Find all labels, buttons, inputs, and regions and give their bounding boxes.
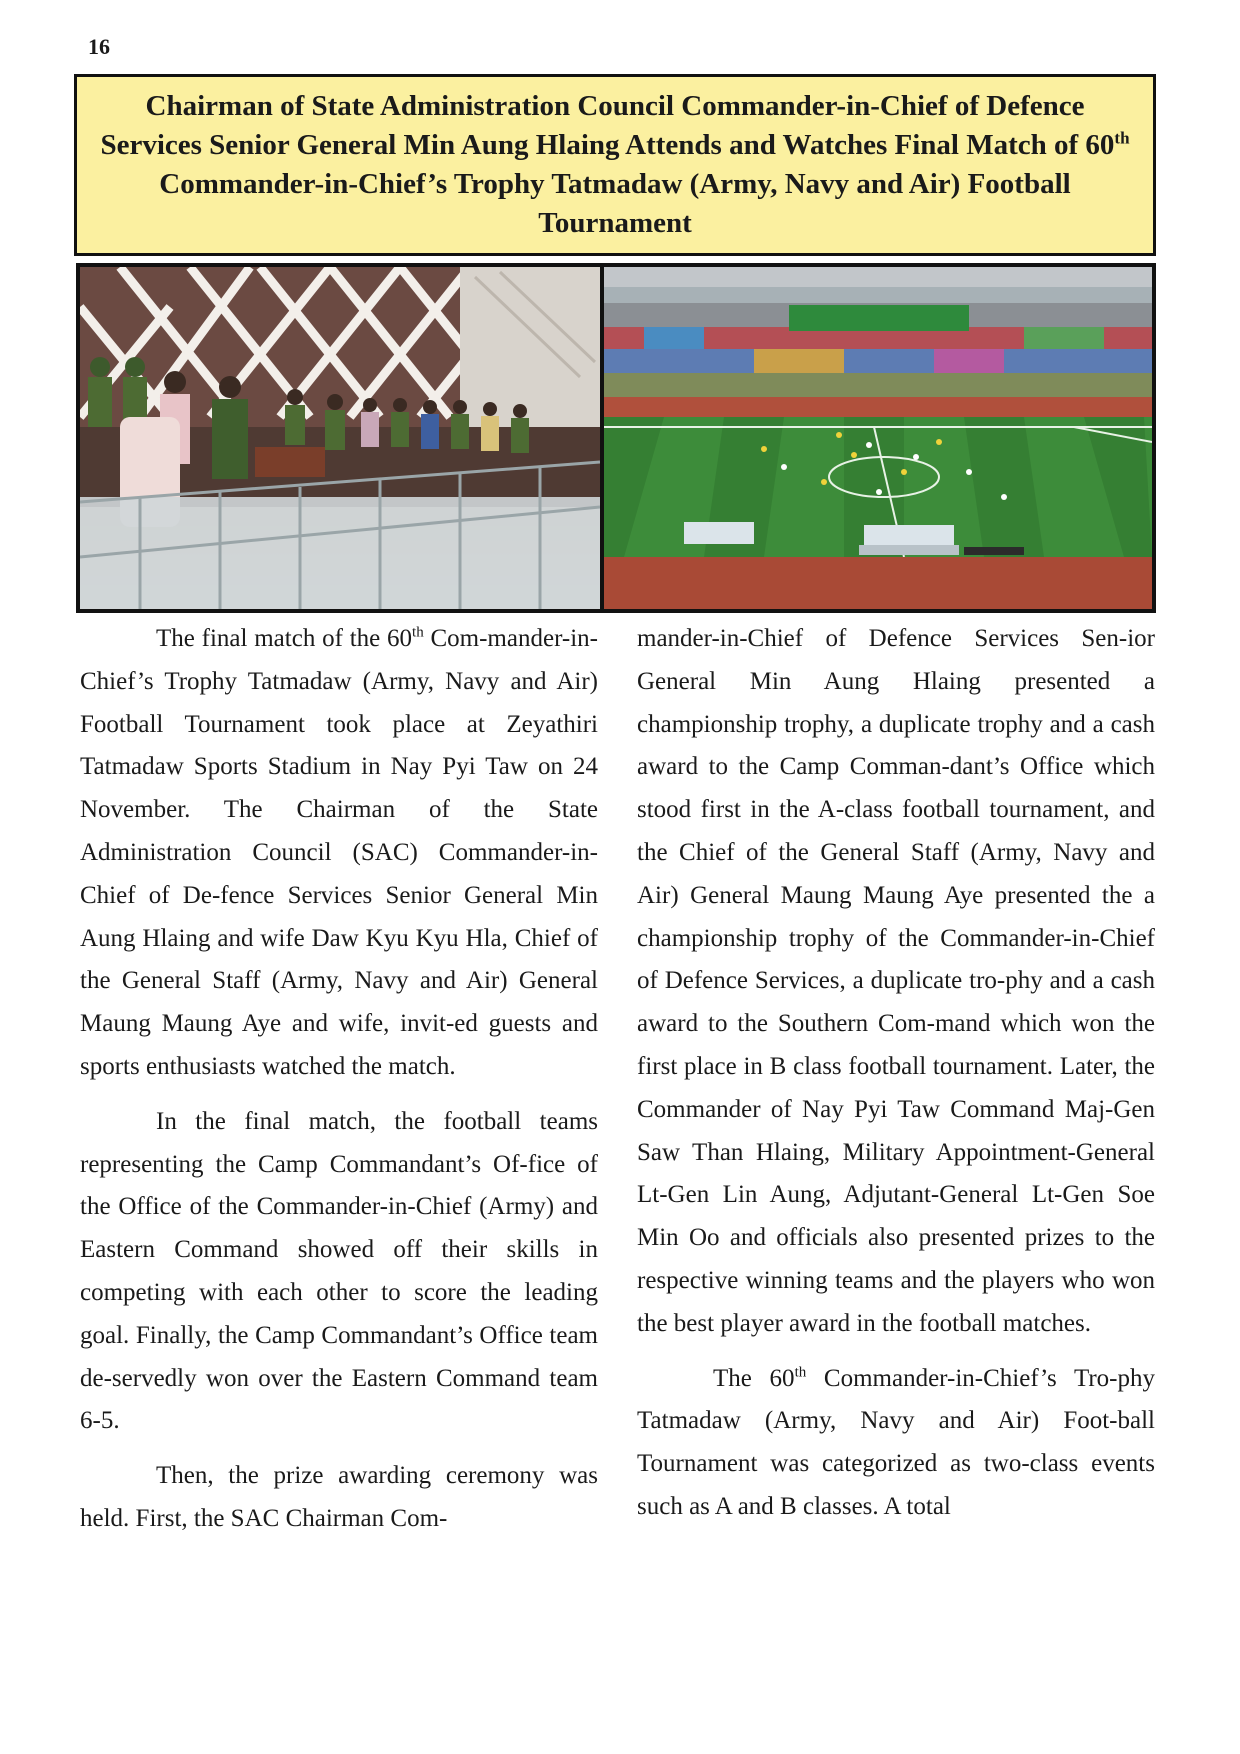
vip-stand-illustration bbox=[80, 267, 600, 609]
headline-text-1: Chairman of State Administration Council Commander-in-Chief of Defence Services Senior General Min Aung Hlaing Attends and Watches Final Match of 60 bbox=[100, 90, 1115, 161]
headline bbox=[97, 87, 1133, 243]
stadium-banner bbox=[789, 305, 969, 331]
headline-text-2: Commander-in-Chief’s Trophy Tatmadaw (Army, Navy and Air) Football Tournament bbox=[159, 168, 1071, 239]
article-paragraph-3-start: Then, the prize awarding ceremony was held. First, the SAC Chairman Com- bbox=[80, 1462, 598, 1532]
photo-vip-stand bbox=[80, 267, 600, 609]
article-paragraph-1: The final match of the 60th Com-mander-in-Chief’s Trophy Tatmadaw (Army, Navy and Air) Football Tournament took place at Zeyathiri Tatmadaw Sports Stadium in Nay Pyi Taw on 24 November. The Chairman of the State Administration Council (SAC) Commander-in-Chief of De-fence Services Senior General Min Aung Hlaing and wife Daw Kyu Kyu Hla, Chief of the General Staff (Army, Navy and Air) General Maung Maung Aye and wife, invit-ed guests and sports enthusiasts watched the match. bbox=[80, 624, 598, 1080]
stadium-illustration bbox=[604, 267, 1152, 609]
photo-strip bbox=[76, 263, 1156, 613]
photo-stadium-pitch bbox=[604, 267, 1152, 609]
page-number: 16 bbox=[88, 34, 110, 59]
headline-superscript: th bbox=[1114, 128, 1130, 148]
article-column-left bbox=[80, 618, 598, 1553]
headline-box bbox=[74, 74, 1156, 256]
article-paragraph-2: In the final match, the football teams representing the Camp Commandant’s Of-fice of the Office of the Commander-in-Chief (Army) and Eastern Command showed off their skills in competing with each other to score the leading goal. Finally, the Camp Commandant’s Office team de-servedly won over the Eastern Command team 6-5. bbox=[80, 1107, 598, 1435]
article-paragraph-4: The 60th Commander-in-Chief’s Tro-phy Tatmadaw (Army, Navy and Air) Foot-ball Tournament was categorized as two-class events such as A and B classes. A total bbox=[637, 1364, 1155, 1520]
article-paragraph-3-continued: mander-in-Chief of Defence Services Sen-ior General Min Aung Hlaing presented a championship trophy, a duplicate trophy and a cash award to the Camp Comman-dant’s Office which stood first in the A-class football tournament, and the Chief of the General Staff (Army, Navy and Air) General Maung Maung Aye presented the a championship trophy of the Commander-in-Chief of Defence Services, a duplicate tro-phy and a cash award to the Southern Com-mand which won the first place in B class football tournament. Later, the Commander of Nay Pyi Taw Command Maj-Gen Saw Than Hlaing, Military Appointment-General Lt-Gen Lin Aung, Adjutant-General Lt-Gen Soe Min Oo and officials also presented prizes to the respective winning teams and the players who won the best player award in the football matches. bbox=[637, 625, 1155, 1337]
article-column-right bbox=[637, 618, 1155, 1541]
